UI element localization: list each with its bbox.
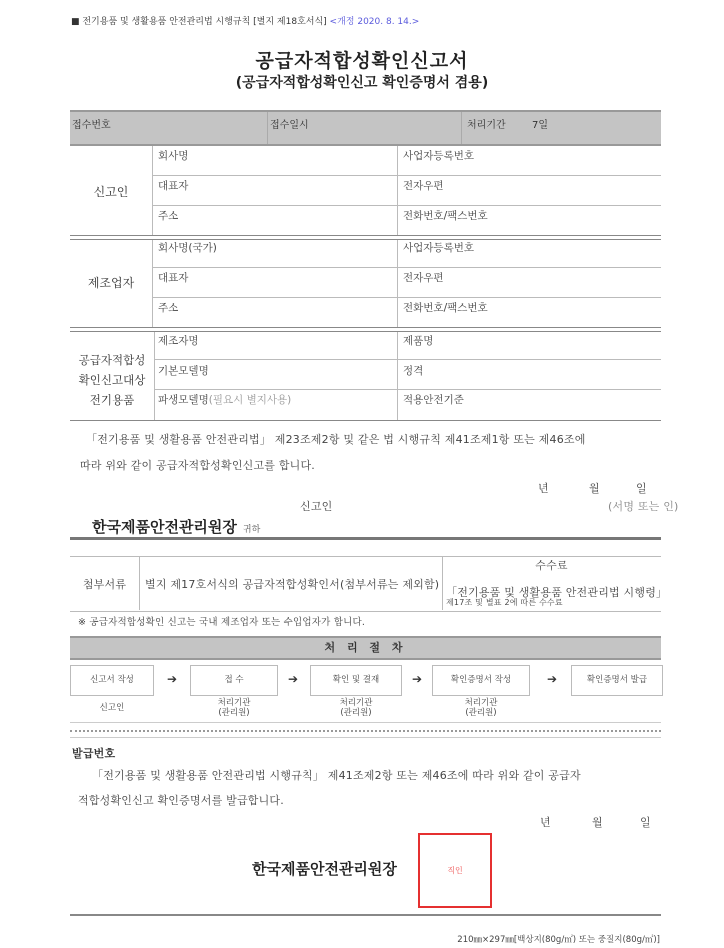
recipient: [92, 516, 260, 537]
year-label: 년: [540, 816, 551, 829]
step-actor: [310, 698, 402, 718]
manufacturer-label: 제조업자: [87, 276, 135, 290]
day-label: 일: [636, 482, 647, 495]
product-label-line: 공급자적합성: [78, 353, 146, 367]
regulation-text: ■ 전기용품 및 생활용품 안전관리법 시행규칙 [별지 제18호서식]: [71, 17, 327, 27]
fee-line-2: 제17조 및 별표 2에 따른 수수료: [446, 598, 563, 607]
divider: [70, 722, 661, 723]
reporter-sign-label: 신고인: [300, 500, 333, 513]
processing-period-label: 처리기간: [467, 120, 506, 131]
reporter-company-field[interactable]: 회사명: [158, 150, 189, 162]
regulation-reference: [71, 14, 419, 27]
official-seal-box: 직인: [418, 833, 492, 908]
arrow-right-icon: ➔: [412, 672, 423, 686]
divider: [152, 146, 153, 236]
month-label: 월: [592, 816, 603, 829]
safety-standard-field[interactable]: 적용안전기준: [403, 394, 464, 406]
reporter-representative-field[interactable]: 대표자: [158, 180, 189, 192]
day-label: 일: [640, 816, 651, 829]
divider: [397, 240, 398, 327]
form-subtitle: (공급자적합성확인신고 확인증명서 겸용): [235, 75, 489, 91]
form-title: 공급자적합성확인신고서: [255, 50, 469, 72]
product-name-field[interactable]: 제품명: [403, 335, 434, 347]
fee-label: 수수료: [535, 559, 568, 572]
section-divider: [70, 420, 661, 421]
step-review-approve: 확인 및 결재: [310, 665, 402, 696]
manufacturer-phone-fax-field[interactable]: 전화번호/팩스번호: [403, 302, 488, 314]
note: ※ 공급자적합성확인 신고는 국내 제조업자 또는 수입업자가 합니다.: [78, 617, 366, 628]
step-actor: [190, 698, 278, 718]
divider: [397, 146, 398, 236]
divider: [152, 175, 661, 176]
derived-model-note: (필요시 별지사용): [208, 394, 292, 406]
manufacturer-business-number-field[interactable]: 사업자등록번호: [403, 242, 475, 254]
issuer-name: 한국제품안전관리원장: [252, 860, 397, 878]
issue-number-label: 발급번호: [72, 747, 116, 760]
product-label: [70, 350, 154, 410]
step-receive: 접 수: [190, 665, 278, 696]
divider: [154, 389, 661, 390]
step-actor: 신고인: [99, 703, 125, 713]
manufacturer-address-field[interactable]: 주소: [158, 302, 179, 314]
reporter-phone-fax-field[interactable]: 전화번호/팩스번호: [403, 210, 488, 222]
reporter-label: 신고인: [93, 185, 129, 199]
product-label-line: 전기용품: [89, 393, 135, 407]
declaration-line-1: 「전기용품 및 생활용품 안전관리법」 제23조제2항 및 같은 법 시행규칙 제41조제1항 또는 제46조에: [86, 433, 586, 446]
reporter-address-field[interactable]: 주소: [158, 210, 179, 222]
divider: [70, 737, 661, 738]
section-divider: [70, 327, 661, 332]
receipt-number-label: 접수번호: [72, 120, 111, 131]
manufacturer-email-field[interactable]: 전자우편: [403, 272, 444, 284]
reporter-email-field[interactable]: 전자우편: [403, 180, 444, 192]
divider: [397, 332, 398, 420]
section-divider: [70, 537, 661, 540]
step-actor-line: 처리기관: [339, 698, 373, 708]
divider: [154, 332, 155, 420]
recipient-suffix: 귀하: [242, 525, 261, 535]
base-model-field[interactable]: 기본모델명: [158, 365, 209, 377]
step-actor: [432, 698, 530, 718]
step-issue-certificate: 확인증명서 발급: [571, 665, 663, 696]
product-label-line: 확인신고대상: [78, 373, 146, 387]
rating-field[interactable]: 정격: [403, 365, 424, 377]
recipient-name: 한국제품안전관리원장: [92, 518, 237, 536]
derived-model-field[interactable]: [158, 392, 291, 407]
step-actor-line: (관리원): [340, 708, 372, 718]
declaration-line-2: 따라 위와 같이 공급자적합성확인신고를 합니다.: [80, 459, 316, 472]
certificate-line-2: 적합성확인신고 확인증명서를 발급합니다.: [78, 794, 284, 807]
step-write-report: 신고서 작성: [70, 665, 154, 696]
revision-date: <개정 2020. 8. 14.>: [329, 17, 420, 27]
divider: [461, 112, 462, 144]
fee-line-1: 「전기용품 및 생활용품 안전관리법 시행령」: [446, 586, 668, 599]
step-actor-line: 처리기관: [464, 698, 498, 708]
receipt-datetime-label: 접수일시: [270, 120, 309, 131]
year-label: 년: [538, 482, 549, 495]
procedure-title: 처 리 절 차: [70, 636, 661, 660]
step-actor-line: (관리원): [218, 708, 250, 718]
divider: [154, 359, 661, 360]
derived-model-label: 파생모델명: [158, 394, 209, 406]
certificate-line-1: 「전기용품 및 생활용품 안전관리법 시행규칙」 제41조제2항 또는 제46조에 따라 위와 같이 공급자: [92, 769, 581, 782]
divider: [267, 112, 268, 144]
processing-period-value: 7일: [532, 120, 549, 131]
signature-note: (서명 또는 인): [608, 500, 679, 513]
arrow-right-icon: ➔: [288, 672, 299, 686]
paper-spec: 210㎜×297㎜[백상지(80g/㎡) 또는 중질지(80g/㎡)]: [457, 935, 660, 945]
manufacturer-representative-field[interactable]: 대표자: [158, 272, 189, 284]
step-actor-line: (관리원): [465, 708, 497, 718]
step-write-certificate: 확인증명서 작성: [432, 665, 530, 696]
month-label: 월: [589, 482, 600, 495]
divider: [152, 267, 661, 268]
maker-name-field[interactable]: 제조자명: [158, 335, 199, 347]
manufacturer-company-field[interactable]: 회사명(국가): [158, 242, 217, 254]
footer-divider: [70, 914, 661, 916]
attachments-label: 첨부서류: [82, 578, 127, 591]
divider: [139, 557, 140, 610]
attachments-content: 별지 제17호서식의 공급자적합성확인서(첨부서류는 제외함): [145, 578, 440, 591]
arrow-right-icon: ➔: [167, 672, 178, 686]
arrow-right-icon: ➔: [547, 672, 558, 686]
reporter-business-number-field[interactable]: 사업자등록번호: [403, 150, 475, 162]
divider: [152, 297, 661, 298]
divider: [152, 205, 661, 206]
step-actor-line: 처리기관: [217, 698, 251, 708]
divider: [152, 240, 153, 327]
cut-line: [70, 730, 661, 732]
receipt-bar: [70, 110, 661, 146]
